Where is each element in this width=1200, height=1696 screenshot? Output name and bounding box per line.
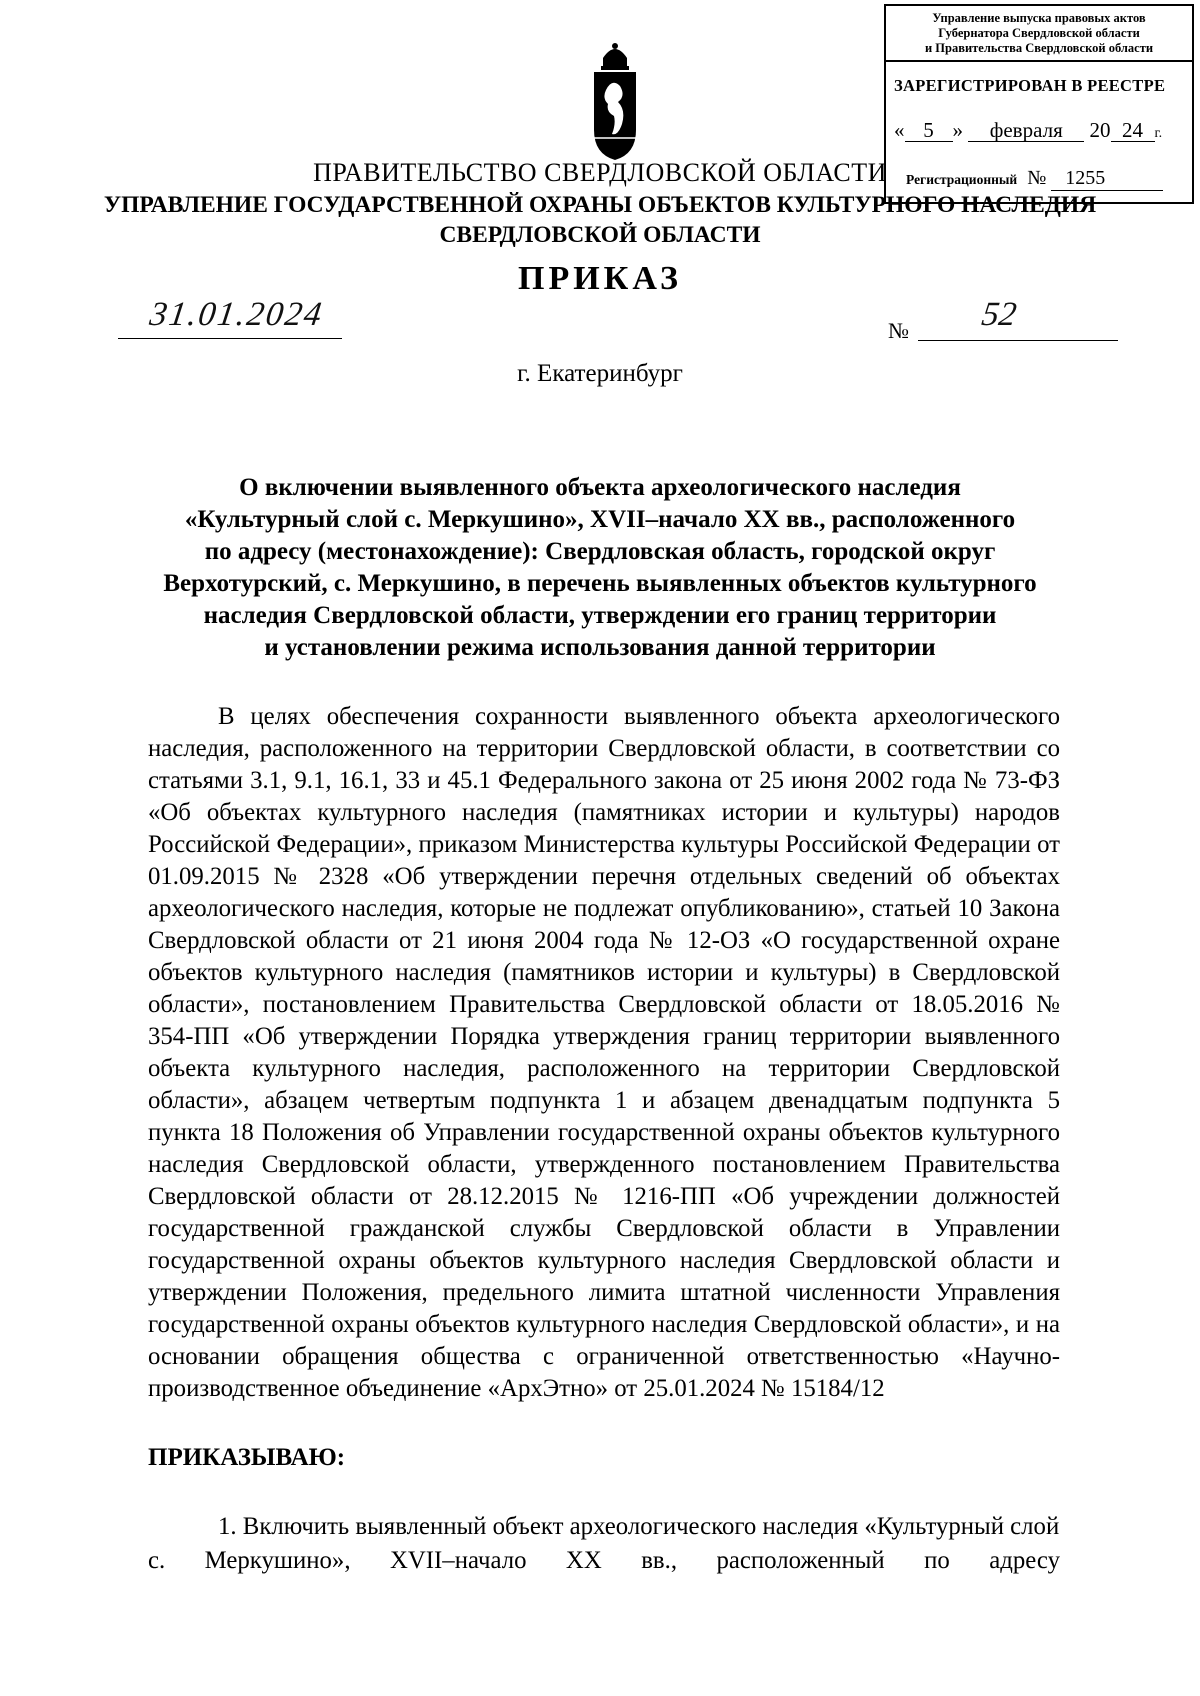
heading-line: наследия Свердловской области, утверждении его границ территории (203, 602, 997, 629)
preamble-paragraph: В целях обеспечения сохранности выявленного объекта археологического наследия, расположенного на территории Свердловской области, в соответствии со статьями 3.1, 9.1, 16.1, 33 и 45.1 Федерального закона от 25 июня 2002 года № 73-ФЗ «Об объектах культурного наследия (памятниках истории и культуры) народов Российской Федерации», приказом Министерства культуры Российской Федерации от 01.09.2015 № 2328 «Об утверждении перечня отдельных сведений об объектах археологического наследия, которые не подлежат опубликованию», статьей 10 Закона Свердловской области от 21 июня 2004 года № 12-ОЗ «О государственной охране объектов культурного наследия (памятников истории и культуры) в Свердловской области», постановлением Правительства Свердловской области от 18.05.2016 № 354-ПП «Об утверждении Порядка утверждения границ территории выявленного объекта культурного наследия, расположенного на территории Свердловской области», абзацем четвертым подпункта 1 и абзацем двенадцатым подпункта 5 пункта 18 Положения об Управлении государственной охраны объектов культурного наследия Свердловской области, утвержденного постановлением Правительства Свердловской области от 28.12.2015 № 1216-ПП «Об учреждении должностей государственной гражданской службы Свердловской области в Управлении государственной охраны объектов культурного наследия Свердловской области и утверждении Положения, предельного лимита штатной численности Управления государственной охраны объектов культурного наследия Свердловской области», и на основании обращения общества с ограниченной ответственностью «Научно-производственное объединение «АрхЭтно» от 25.01.2024 № 15184/12 (148, 703, 1060, 1402)
stamp-registered-label: ЗАРЕГИСТРИРОВАН В РЕЕСТРЕ (894, 76, 1166, 95)
department-line: УПРАВЛЕНИЕ ГОСУДАРСТВЕННОЙ ОХРАНЫ ОБЪЕКТОВ КУЛЬТУРНОГО НАСЛЕДИЯ (103, 192, 1097, 218)
document-heading (140, 472, 1060, 664)
stamp-year-prefix: 20 (1089, 118, 1111, 142)
heading-line: О включении выявленного объекта археологического наследия (239, 474, 961, 501)
handwritten-order-number: 52 (979, 296, 1019, 333)
heading-line: и установлении режима использования данной территории (264, 634, 936, 661)
handwritten-date: 31.01.2024 (147, 296, 326, 333)
stamp-number-sign: № (1027, 167, 1047, 189)
item-line: с. Меркушино», XVII–начало XX вв., расположенный по адресу (148, 1547, 1060, 1574)
stamp-issuer-line: Управление выпуска правовых актов (932, 11, 1146, 25)
stamp-issuer-line: Губернатора Свердловской области (938, 26, 1140, 40)
government-name: ПРАВИТЕЛЬСТВО СВЕРДЛОВСКОЙ ОБЛАСТИ (313, 158, 887, 187)
stamp-date: « 5 » февраля 20 24 г. (894, 118, 1163, 142)
heading-line: Верхотурский, с. Меркушино, в перечень выявленных объектов культурного (163, 570, 1037, 597)
city: г. Екатеринбург (517, 360, 683, 387)
stamp-number-value: 1255 (1051, 167, 1163, 191)
heading-line: «Культурный слой с. Меркушино», XVII–начало XX вв., расположенного (184, 506, 1016, 533)
order-word: ПРИКАЗЫВАЮ: (148, 1444, 346, 1471)
stamp-year-suffix: 24 (1111, 119, 1155, 142)
heading-line: по адресу (местонахождение): Свердловская область, городской округ (204, 538, 996, 565)
date-underline (118, 338, 342, 339)
order-number-sign: № (888, 318, 909, 343)
department-line: СВЕРДЛОВСКОЙ ОБЛАСТИ (439, 222, 761, 248)
stamp-issuer-line: и Правительства Свердловской области (924, 41, 1154, 55)
stamp-number-label: Регистрационный (906, 172, 1018, 187)
item-line: 1. Включить выявленный объект археологического наследия «Культурный слой (218, 1513, 1060, 1540)
preamble (148, 701, 1060, 1405)
stamp-year-unit: г. (1154, 126, 1163, 141)
stamp-issuer (886, 6, 1192, 62)
department-name (0, 190, 1200, 250)
number-underline (918, 340, 1118, 341)
stamp-month: февраля (968, 119, 1084, 142)
coat-of-arms-icon (588, 38, 642, 162)
stamp-day: 5 (905, 119, 953, 142)
order-item-1 (148, 1510, 1060, 1578)
document-type: ПРИКАЗ (518, 260, 682, 297)
